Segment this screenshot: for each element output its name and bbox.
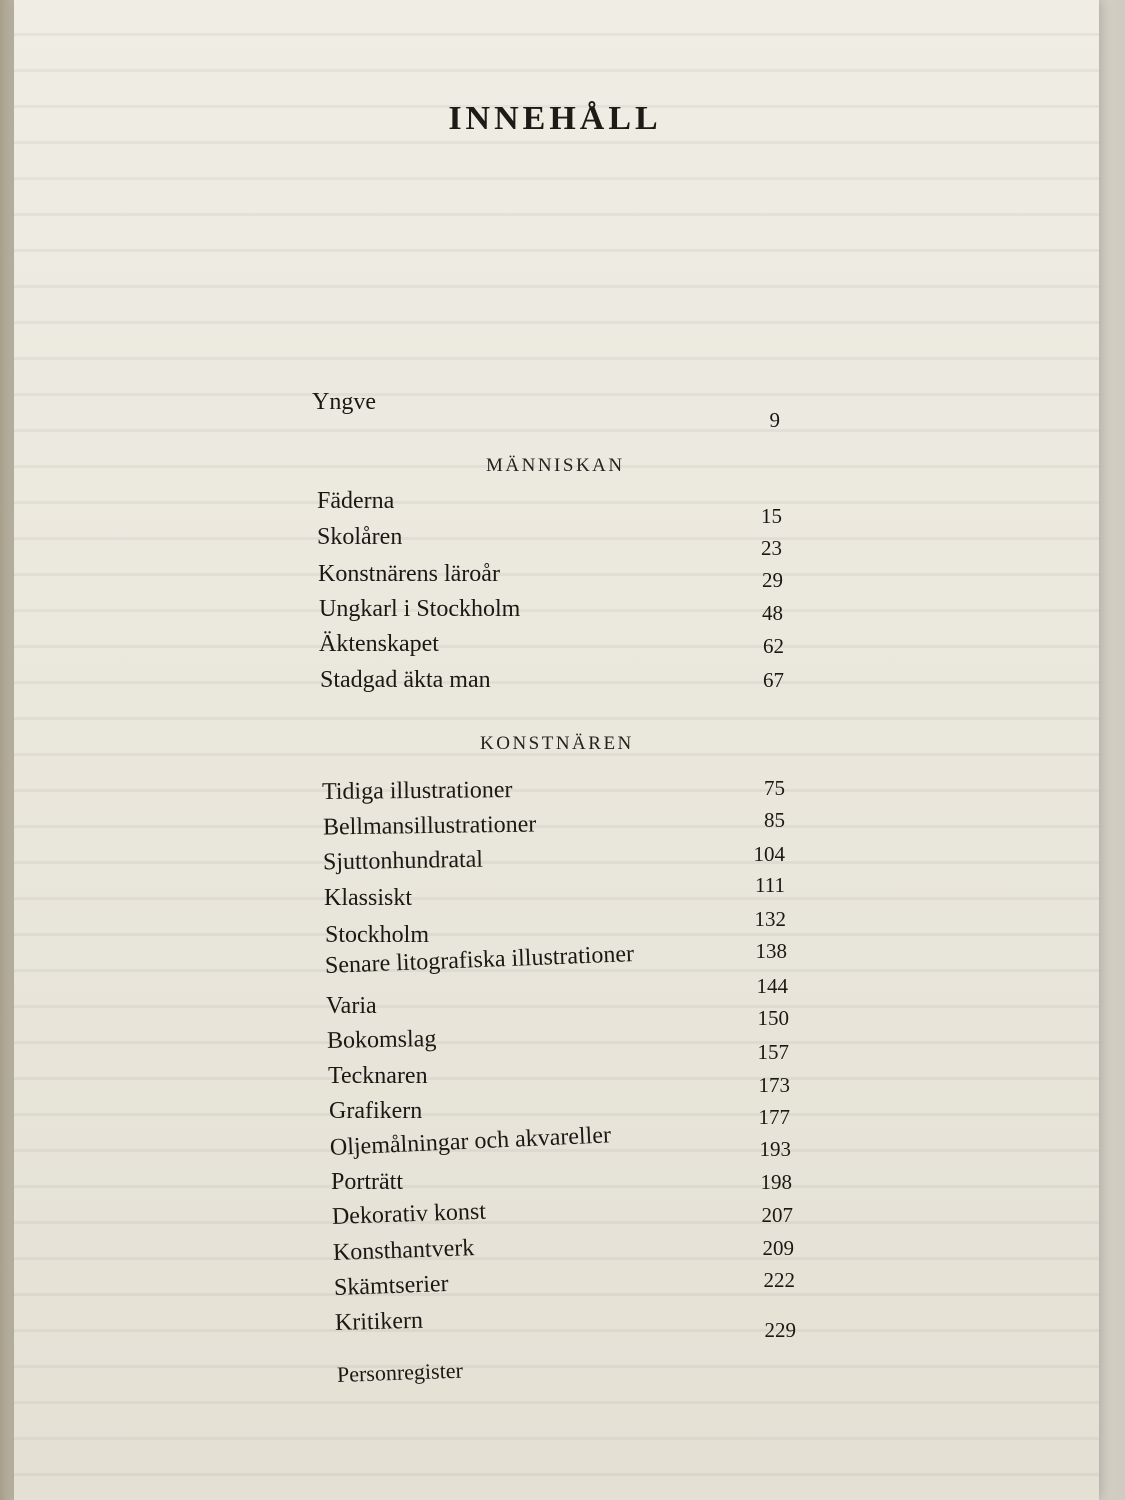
section-heading: KONSTNÄREN xyxy=(480,733,634,754)
toc-entry-page: 177 xyxy=(758,1105,790,1129)
toc-entry-label: Bellmansillustrationer xyxy=(322,811,537,841)
toc-entry-page: 62 xyxy=(763,634,784,658)
toc-entry-label: Personregister xyxy=(336,1357,464,1387)
toc-entry-page: 132 xyxy=(754,907,786,931)
toc-entry-page: 67 xyxy=(763,668,784,692)
toc-entry-page: 15 xyxy=(761,504,782,528)
toc-entry-page: 209 xyxy=(762,1236,794,1260)
toc-entry-page: 111 xyxy=(755,873,785,897)
toc-entry-page: 29 xyxy=(762,568,783,592)
toc-entry-label: Ungkarl i Stockholm xyxy=(319,596,521,622)
toc-title: INNEHÅLL xyxy=(448,100,662,137)
toc-entry-label: Skämtserier xyxy=(333,1271,450,1301)
toc-entry-page: 198 xyxy=(760,1170,792,1194)
toc-entry-page: 222 xyxy=(763,1268,795,1292)
toc-entry-label: Yngve xyxy=(312,389,376,415)
toc-entry-label: Klassiskt xyxy=(324,885,413,911)
toc-entry-page: 138 xyxy=(755,939,787,963)
toc-entry-label: Fäderna xyxy=(317,488,395,514)
toc-entry-label: Porträtt xyxy=(331,1169,403,1195)
toc-entry-label: Stockholm xyxy=(325,922,430,948)
toc-entry-page: 150 xyxy=(757,1006,789,1030)
toc-entry-label: Kritikern xyxy=(334,1307,424,1336)
toc-entry-label: Sjuttonhundratal xyxy=(322,846,484,876)
toc-entry-page: 23 xyxy=(761,536,782,560)
toc-entry-page: 9 xyxy=(769,408,780,432)
toc-entry-page: 48 xyxy=(762,601,783,625)
toc-entry-page: 173 xyxy=(758,1073,790,1097)
toc-entry-page: 85 xyxy=(764,808,785,832)
toc-entry-label: Senare litografiska illustrationer xyxy=(324,941,635,979)
toc-entry-page: 144 xyxy=(756,974,788,998)
toc-entry-label: Tidiga illustrationer xyxy=(321,777,513,805)
toc-entry-label: Skolåren xyxy=(317,524,403,550)
toc-entry-label: Grafikern xyxy=(329,1098,423,1124)
toc-entry-page: 157 xyxy=(757,1040,789,1064)
toc-entry-label: Varia xyxy=(326,993,377,1019)
toc-entry-label: Stadgad äkta man xyxy=(320,667,491,693)
toc-entry-label: Dekorativ konst xyxy=(331,1198,487,1230)
toc-entry-label: Konstnärens läroår xyxy=(318,561,500,587)
toc-entry-page: 207 xyxy=(761,1203,793,1227)
toc-entry-label: Oljemålningar och akvareller xyxy=(329,1122,612,1161)
toc-entry-page: 193 xyxy=(759,1137,791,1161)
toc-entry-page: 104 xyxy=(753,842,785,866)
toc-entry-label: Äktenskapet xyxy=(319,631,439,657)
toc-entry-page: 75 xyxy=(764,776,785,800)
toc-entry-label: Bokomslag xyxy=(326,1026,437,1054)
section-heading: MÄNNISKAN xyxy=(486,455,625,476)
toc-entry-page: 229 xyxy=(764,1318,796,1342)
toc-entry-label: Tecknaren xyxy=(328,1063,428,1089)
toc-entry-label: Konsthantverk xyxy=(332,1235,475,1266)
